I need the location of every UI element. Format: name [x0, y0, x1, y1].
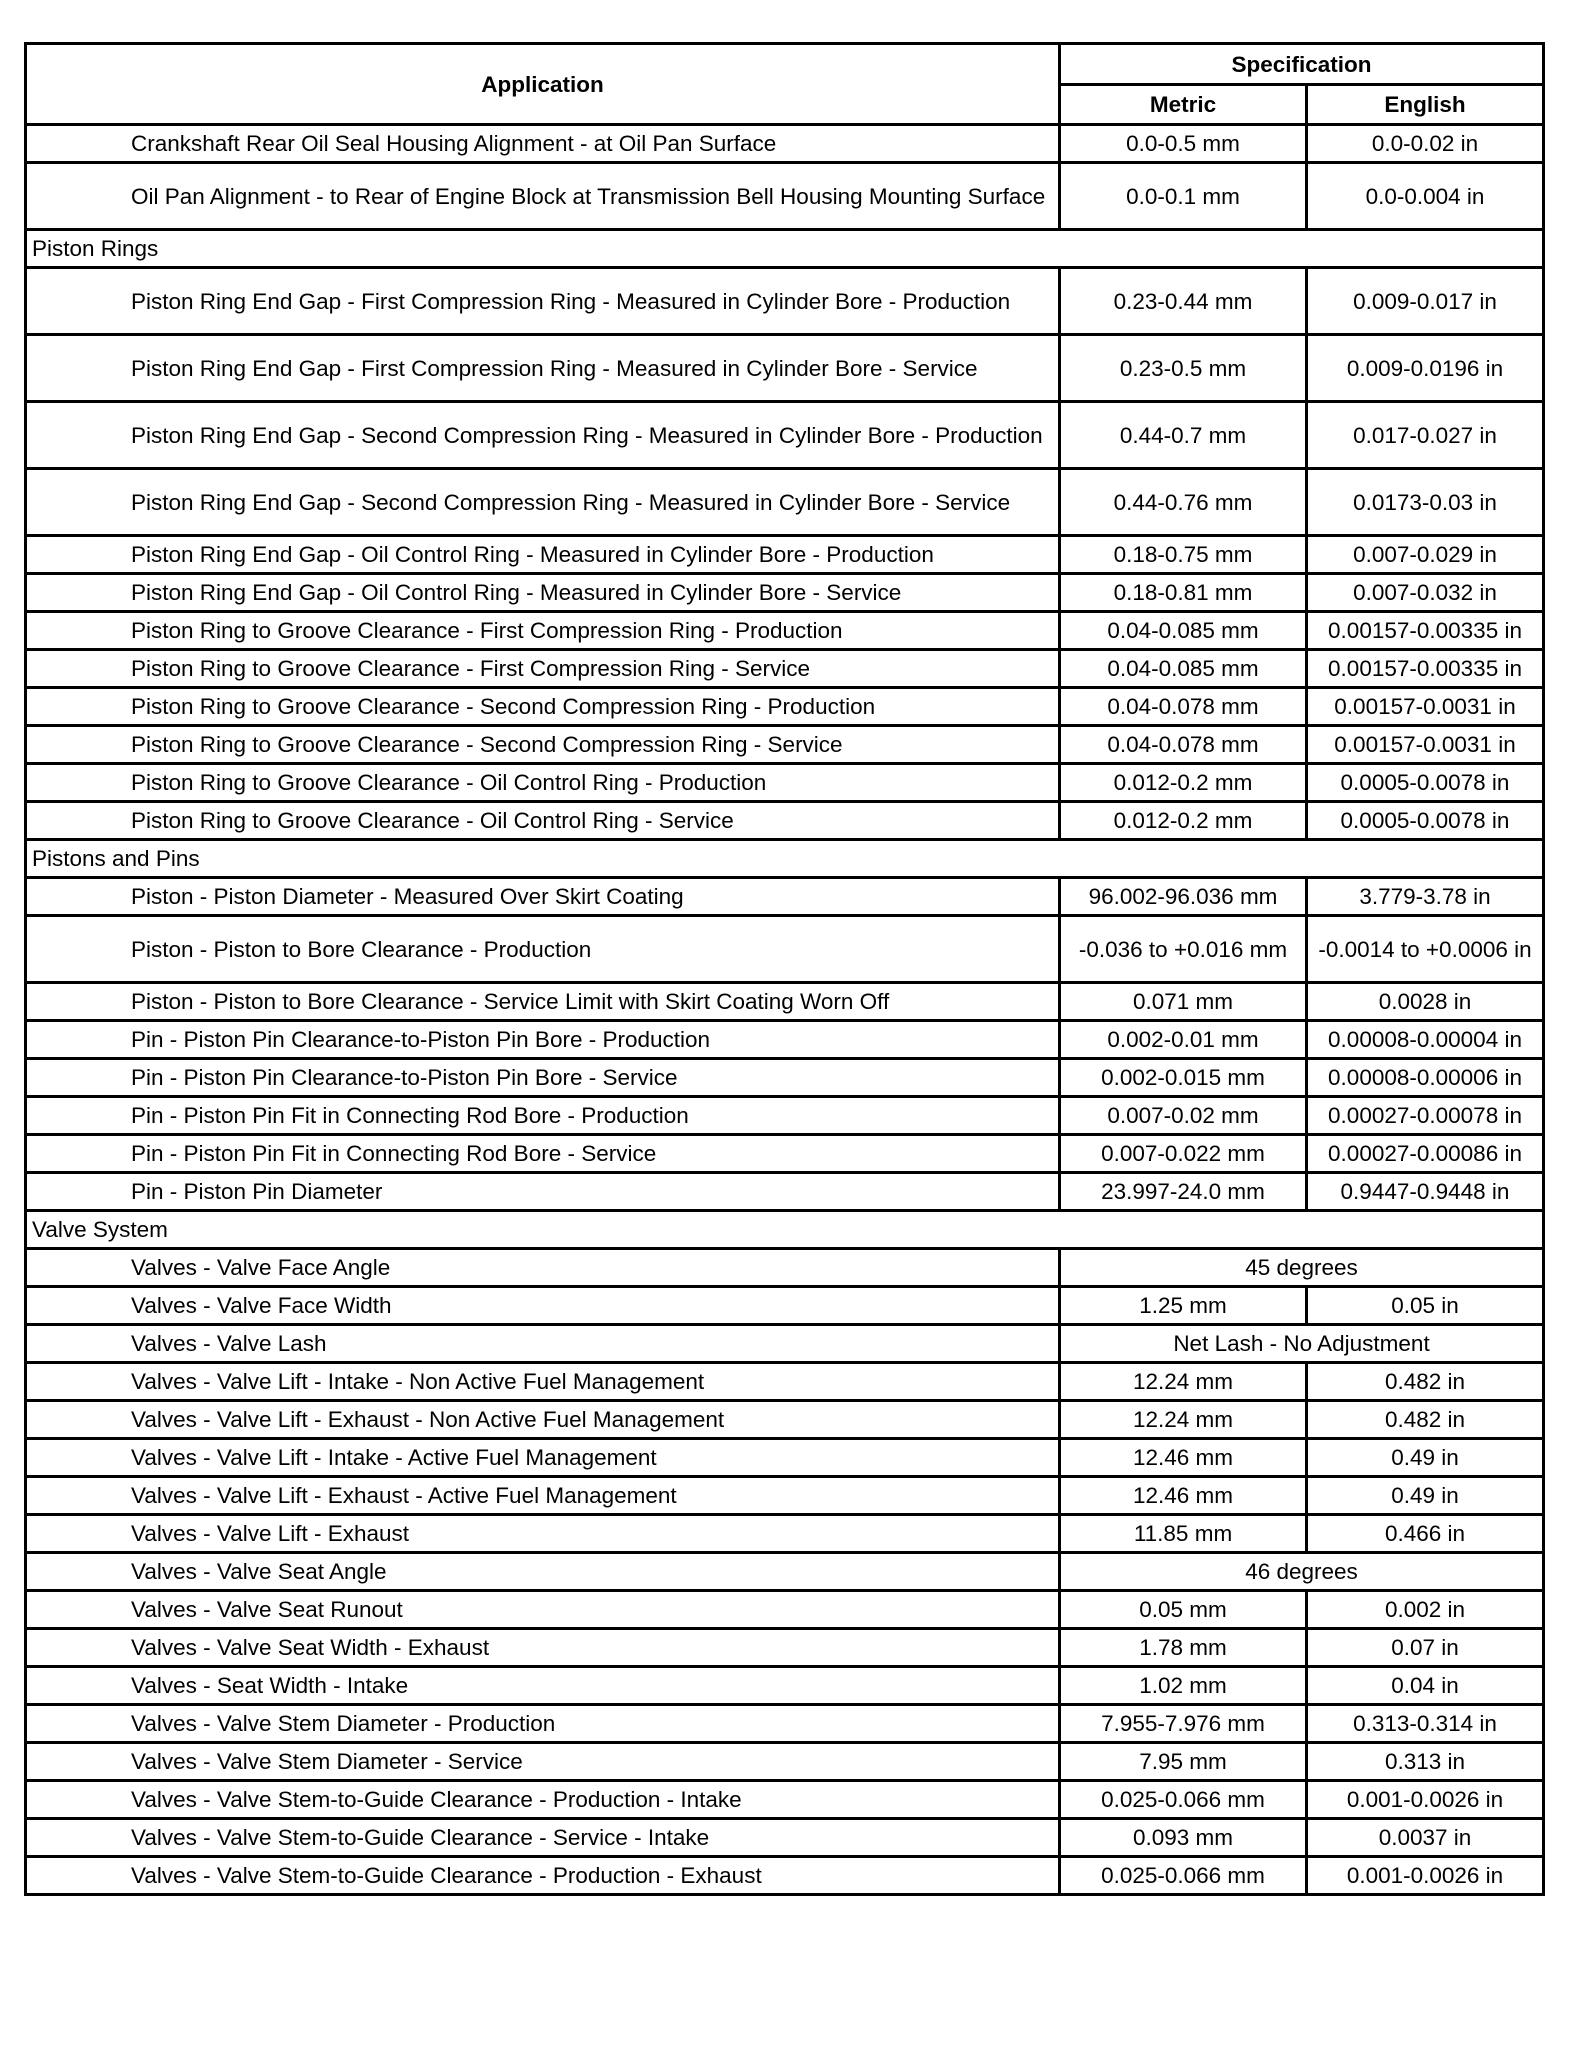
- application-cell: Piston - Piston Diameter - Measured Over Skirt Coating: [26, 878, 1060, 916]
- metric-cell: 1.78 mm: [1060, 1629, 1307, 1667]
- metric-cell: 12.24 mm: [1060, 1401, 1307, 1439]
- application-cell: Valves - Valve Stem-to-Guide Clearance - Service - Intake: [26, 1819, 1060, 1857]
- metric-cell: 0.025-0.066 mm: [1060, 1781, 1307, 1819]
- metric-cell: 0.18-0.81 mm: [1060, 574, 1307, 612]
- application-cell: Piston Ring End Gap - First Compression Ring - Measured in Cylinder Bore - Service: [26, 335, 1060, 402]
- table-row: [26, 916, 1544, 983]
- application-cell: Piston Ring to Groove Clearance - Oil Control Ring - Service: [26, 802, 1060, 840]
- application-cell: Crankshaft Rear Oil Seal Housing Alignment - at Oil Pan Surface: [26, 125, 1060, 163]
- english-cell: 0.00157-0.00335 in: [1307, 612, 1544, 650]
- metric-cell: 96.002-96.036 mm: [1060, 878, 1307, 916]
- specification-cell: Net Lash - No Adjustment: [1060, 1325, 1544, 1363]
- metric-cell: 0.44-0.76 mm: [1060, 469, 1307, 536]
- table-row: [26, 764, 1544, 802]
- metric-cell: 23.997-24.0 mm: [1060, 1173, 1307, 1211]
- english-cell: 0.482 in: [1307, 1363, 1544, 1401]
- application-cell: Pin - Piston Pin Fit in Connecting Rod Bore - Production: [26, 1097, 1060, 1135]
- table-row: [26, 1097, 1544, 1135]
- english-cell: 0.007-0.032 in: [1307, 574, 1544, 612]
- table-row: [26, 1021, 1544, 1059]
- table-row: [26, 650, 1544, 688]
- application-cell: Valves - Valve Stem Diameter - Service: [26, 1743, 1060, 1781]
- english-cell: 0.05 in: [1307, 1287, 1544, 1325]
- application-cell: Valves - Valve Stem-to-Guide Clearance - Production - Intake: [26, 1781, 1060, 1819]
- english-cell: 3.779-3.78 in: [1307, 878, 1544, 916]
- table-row: [26, 335, 1544, 402]
- metric-cell: 1.02 mm: [1060, 1667, 1307, 1705]
- application-cell: Piston Ring to Groove Clearance - Second Compression Ring - Production: [26, 688, 1060, 726]
- metric-cell: 0.025-0.066 mm: [1060, 1857, 1307, 1895]
- english-cell: -0.0014 to +0.0006 in: [1307, 916, 1544, 983]
- metric-cell: 0.012-0.2 mm: [1060, 802, 1307, 840]
- table-row: [26, 1059, 1544, 1097]
- metric-cell: 11.85 mm: [1060, 1515, 1307, 1553]
- section-row: [26, 840, 1544, 878]
- specification-header: Specification: [1060, 44, 1544, 85]
- table-row: [26, 612, 1544, 650]
- table-row: [26, 125, 1544, 163]
- metric-cell: 7.955-7.976 mm: [1060, 1705, 1307, 1743]
- table-row: [26, 163, 1544, 230]
- english-cell: 0.0037 in: [1307, 1819, 1544, 1857]
- metric-cell: 0.002-0.015 mm: [1060, 1059, 1307, 1097]
- table-row: [26, 1705, 1544, 1743]
- specification-cell: 46 degrees: [1060, 1553, 1544, 1591]
- english-header: English: [1307, 85, 1544, 125]
- english-cell: 0.482 in: [1307, 1401, 1544, 1439]
- english-cell: 0.313 in: [1307, 1743, 1544, 1781]
- metric-cell: 0.002-0.01 mm: [1060, 1021, 1307, 1059]
- english-cell: 0.313-0.314 in: [1307, 1705, 1544, 1743]
- specification-table: [24, 42, 1545, 1896]
- table-row: [26, 1819, 1544, 1857]
- table-row: [26, 268, 1544, 335]
- english-cell: 0.49 in: [1307, 1477, 1544, 1515]
- application-cell: Piston - Piston to Bore Clearance - Service Limit with Skirt Coating Worn Off: [26, 983, 1060, 1021]
- application-cell: Pin - Piston Pin Clearance-to-Piston Pin Bore - Production: [26, 1021, 1060, 1059]
- table-row: [26, 469, 1544, 536]
- english-cell: 0.017-0.027 in: [1307, 402, 1544, 469]
- table-row: [26, 1173, 1544, 1211]
- metric-cell: 1.25 mm: [1060, 1287, 1307, 1325]
- metric-cell: 12.46 mm: [1060, 1477, 1307, 1515]
- metric-cell: 0.44-0.7 mm: [1060, 402, 1307, 469]
- section-title: Piston Rings: [26, 230, 1544, 268]
- table-row: [26, 1439, 1544, 1477]
- english-cell: 0.009-0.0196 in: [1307, 335, 1544, 402]
- table-row: [26, 536, 1544, 574]
- section-row: [26, 1211, 1544, 1249]
- application-cell: Piston Ring to Groove Clearance - Second Compression Ring - Service: [26, 726, 1060, 764]
- application-cell: Valves - Valve Lash: [26, 1325, 1060, 1363]
- application-cell: Pin - Piston Pin Fit in Connecting Rod Bore - Service: [26, 1135, 1060, 1173]
- english-cell: 0.00027-0.00086 in: [1307, 1135, 1544, 1173]
- application-cell: Valves - Valve Lift - Exhaust - Non Active Fuel Management: [26, 1401, 1060, 1439]
- application-cell: Valves - Valve Stem-to-Guide Clearance - Production - Exhaust: [26, 1857, 1060, 1895]
- english-cell: 0.001-0.0026 in: [1307, 1781, 1544, 1819]
- application-cell: Valves - Valve Seat Angle: [26, 1553, 1060, 1591]
- english-cell: 0.00157-0.00335 in: [1307, 650, 1544, 688]
- table-row: [26, 1629, 1544, 1667]
- english-cell: 0.0005-0.0078 in: [1307, 802, 1544, 840]
- application-cell: Valves - Valve Lift - Intake - Active Fuel Management: [26, 1439, 1060, 1477]
- table-row: [26, 726, 1544, 764]
- metric-cell: 0.05 mm: [1060, 1591, 1307, 1629]
- metric-cell: 0.04-0.078 mm: [1060, 688, 1307, 726]
- specification-cell: 45 degrees: [1060, 1249, 1544, 1287]
- metric-cell: 0.093 mm: [1060, 1819, 1307, 1857]
- application-cell: Valves - Seat Width - Intake: [26, 1667, 1060, 1705]
- metric-cell: 0.071 mm: [1060, 983, 1307, 1021]
- section-title: Pistons and Pins: [26, 840, 1544, 878]
- application-cell: Oil Pan Alignment - to Rear of Engine Block at Transmission Bell Housing Mounting Surface: [26, 163, 1060, 230]
- metric-cell: 0.007-0.022 mm: [1060, 1135, 1307, 1173]
- application-cell: Valves - Valve Lift - Exhaust: [26, 1515, 1060, 1553]
- application-cell: Piston Ring to Groove Clearance - First Compression Ring - Service: [26, 650, 1060, 688]
- table-row: [26, 1743, 1544, 1781]
- metric-cell: 0.0-0.5 mm: [1060, 125, 1307, 163]
- table-row: [26, 1401, 1544, 1439]
- english-cell: 0.00157-0.0031 in: [1307, 726, 1544, 764]
- english-cell: 0.0-0.02 in: [1307, 125, 1544, 163]
- table-row: [26, 1249, 1544, 1287]
- table-row: [26, 1325, 1544, 1363]
- application-cell: Valves - Valve Lift - Intake - Non Active Fuel Management: [26, 1363, 1060, 1401]
- metric-cell: 0.23-0.5 mm: [1060, 335, 1307, 402]
- application-cell: Valves - Valve Lift - Exhaust - Active Fuel Management: [26, 1477, 1060, 1515]
- header-row: [26, 44, 1544, 85]
- application-cell: Pin - Piston Pin Clearance-to-Piston Pin Bore - Service: [26, 1059, 1060, 1097]
- table-row: [26, 802, 1544, 840]
- english-cell: 0.07 in: [1307, 1629, 1544, 1667]
- english-cell: 0.00027-0.00078 in: [1307, 1097, 1544, 1135]
- english-cell: 0.9447-0.9448 in: [1307, 1173, 1544, 1211]
- english-cell: 0.0028 in: [1307, 983, 1544, 1021]
- table-row: [26, 1477, 1544, 1515]
- table-row: [26, 1135, 1544, 1173]
- application-cell: Pin - Piston Pin Diameter: [26, 1173, 1060, 1211]
- english-cell: 0.0005-0.0078 in: [1307, 764, 1544, 802]
- english-cell: 0.0-0.004 in: [1307, 163, 1544, 230]
- metric-cell: 0.0-0.1 mm: [1060, 163, 1307, 230]
- application-cell: Valves - Valve Seat Width - Exhaust: [26, 1629, 1060, 1667]
- metric-header: Metric: [1060, 85, 1307, 125]
- english-cell: 0.001-0.0026 in: [1307, 1857, 1544, 1895]
- application-cell: Piston Ring End Gap - Oil Control Ring - Measured in Cylinder Bore - Service: [26, 574, 1060, 612]
- application-cell: Piston Ring to Groove Clearance - First Compression Ring - Production: [26, 612, 1060, 650]
- table-body: [26, 125, 1544, 1895]
- metric-cell: 0.23-0.44 mm: [1060, 268, 1307, 335]
- application-cell: Piston Ring End Gap - First Compression Ring - Measured in Cylinder Bore - Production: [26, 268, 1060, 335]
- english-cell: 0.00008-0.00006 in: [1307, 1059, 1544, 1097]
- application-cell: Piston Ring End Gap - Oil Control Ring - Measured in Cylinder Bore - Production: [26, 536, 1060, 574]
- table-row: [26, 1515, 1544, 1553]
- english-cell: 0.00157-0.0031 in: [1307, 688, 1544, 726]
- metric-cell: -0.036 to +0.016 mm: [1060, 916, 1307, 983]
- metric-cell: 0.04-0.085 mm: [1060, 612, 1307, 650]
- english-cell: 0.0173-0.03 in: [1307, 469, 1544, 536]
- table-row: [26, 688, 1544, 726]
- table-row: [26, 983, 1544, 1021]
- metric-cell: 0.007-0.02 mm: [1060, 1097, 1307, 1135]
- table-row: [26, 574, 1544, 612]
- application-cell: Valves - Valve Seat Runout: [26, 1591, 1060, 1629]
- table-row: [26, 1553, 1544, 1591]
- application-cell: Piston Ring End Gap - Second Compression Ring - Measured in Cylinder Bore - Production: [26, 402, 1060, 469]
- application-header: Application: [26, 44, 1060, 125]
- english-cell: 0.49 in: [1307, 1439, 1544, 1477]
- table-row: [26, 1591, 1544, 1629]
- metric-cell: 0.18-0.75 mm: [1060, 536, 1307, 574]
- table-row: [26, 1781, 1544, 1819]
- application-cell: Piston Ring End Gap - Second Compression Ring - Measured in Cylinder Bore - Service: [26, 469, 1060, 536]
- table-row: [26, 402, 1544, 469]
- english-cell: 0.002 in: [1307, 1591, 1544, 1629]
- metric-cell: 0.012-0.2 mm: [1060, 764, 1307, 802]
- application-cell: Piston - Piston to Bore Clearance - Production: [26, 916, 1060, 983]
- metric-cell: 0.04-0.085 mm: [1060, 650, 1307, 688]
- table-row: [26, 1287, 1544, 1325]
- english-cell: 0.007-0.029 in: [1307, 536, 1544, 574]
- metric-cell: 0.04-0.078 mm: [1060, 726, 1307, 764]
- metric-cell: 7.95 mm: [1060, 1743, 1307, 1781]
- application-cell: Piston Ring to Groove Clearance - Oil Control Ring - Production: [26, 764, 1060, 802]
- section-title: Valve System: [26, 1211, 1544, 1249]
- english-cell: 0.00008-0.00004 in: [1307, 1021, 1544, 1059]
- english-cell: 0.04 in: [1307, 1667, 1544, 1705]
- application-cell: Valves - Valve Face Angle: [26, 1249, 1060, 1287]
- english-cell: 0.466 in: [1307, 1515, 1544, 1553]
- table-row: [26, 878, 1544, 916]
- metric-cell: 12.24 mm: [1060, 1363, 1307, 1401]
- table-row: [26, 1857, 1544, 1895]
- table-row: [26, 1363, 1544, 1401]
- application-cell: Valves - Valve Face Width: [26, 1287, 1060, 1325]
- application-cell: Valves - Valve Stem Diameter - Production: [26, 1705, 1060, 1743]
- metric-cell: 12.46 mm: [1060, 1439, 1307, 1477]
- table-row: [26, 1667, 1544, 1705]
- english-cell: 0.009-0.017 in: [1307, 268, 1544, 335]
- section-row: [26, 230, 1544, 268]
